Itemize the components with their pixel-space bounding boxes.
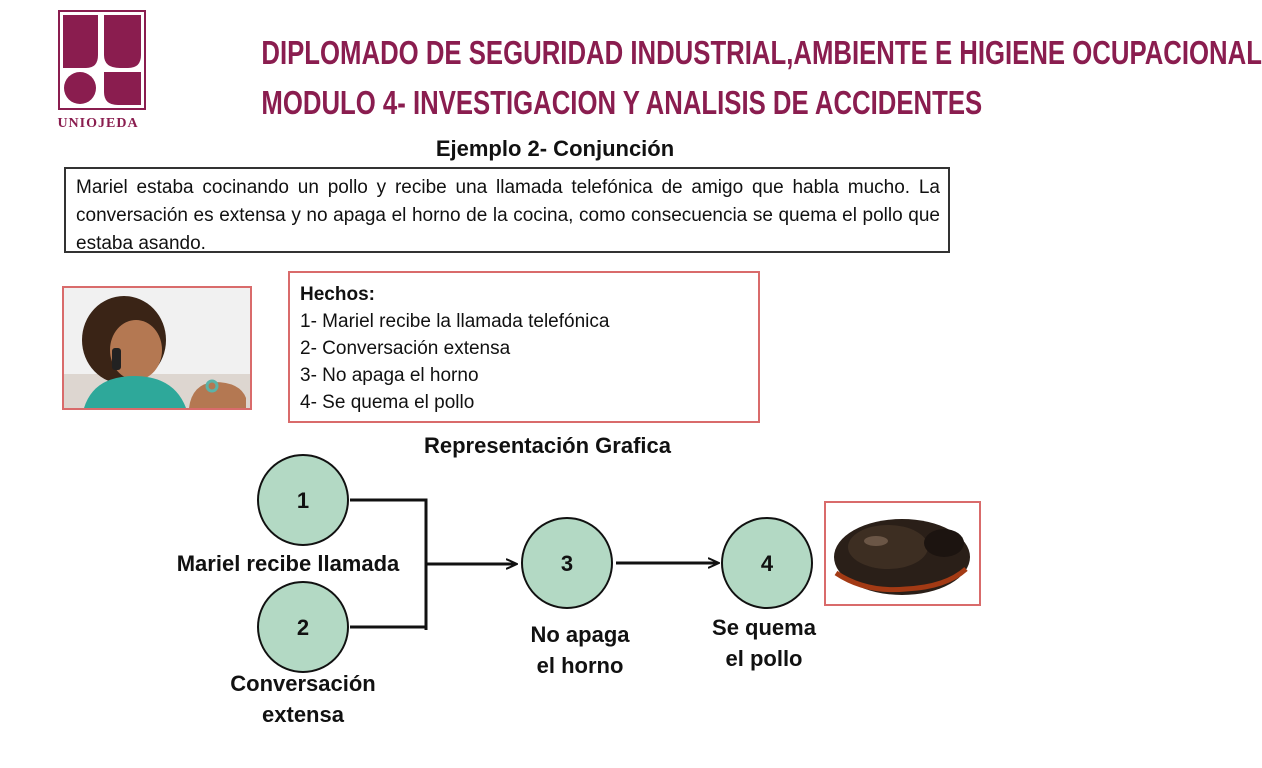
- node-4-number: 4: [760, 551, 774, 576]
- facts-heading: Hechos:: [300, 284, 375, 305]
- node-3-label: [500, 619, 660, 681]
- node-2-label-line2: extensa: [262, 702, 344, 727]
- node-2: [258, 582, 348, 672]
- node-2-label: [200, 668, 406, 730]
- node-4-label-line2: el pollo: [725, 646, 803, 671]
- course-title: DIPLOMADO DE SEGURIDAD INDUSTRIAL,AMBIENTE E HIGIENE OCUPACIONAL: [261, 34, 1262, 71]
- node-4: [722, 518, 812, 608]
- node-3-label-line2: el horno: [536, 653, 624, 678]
- node-2-label-line1: Conversación: [230, 671, 376, 696]
- module-title: MODULO 4- INVESTIGACION Y ANALISIS DE ACCIDENTES: [261, 84, 983, 121]
- node-4-label: [684, 612, 844, 674]
- fact-item: 4- Se quema el pollo: [300, 392, 475, 413]
- node-3-number: 3: [560, 551, 574, 576]
- burnt-chicken-image: [824, 501, 981, 606]
- node-1: [258, 455, 348, 545]
- fact-item: 1- Mariel recibe la llamada telefónica: [300, 311, 610, 332]
- node-1-number: 1: [296, 488, 310, 513]
- graph-heading: Representación Grafica: [424, 433, 671, 458]
- case-description: Mariel estaba cocinando un pollo y recibe una llamada telefónica de amigo que habla mucho. La conversación es extensa y no apaga el horno de la cocina, como consecuencia se quema el pollo que estaba asando.: [64, 167, 950, 253]
- fact-item: 2- Conversación extensa: [300, 338, 511, 359]
- node-4-label-line1: Se quema: [712, 615, 816, 640]
- example-heading: Ejemplo 2- Conjunción: [435, 136, 675, 161]
- node-3-label-line1: No apaga: [530, 622, 630, 647]
- node-2-number: 2: [296, 615, 310, 640]
- fact-item: 3- No apaga el horno: [300, 365, 479, 386]
- node-3: [522, 518, 612, 608]
- node-1-label: Mariel recibe llamada: [176, 551, 400, 576]
- logo-text: UNIOJEDA: [57, 116, 139, 131]
